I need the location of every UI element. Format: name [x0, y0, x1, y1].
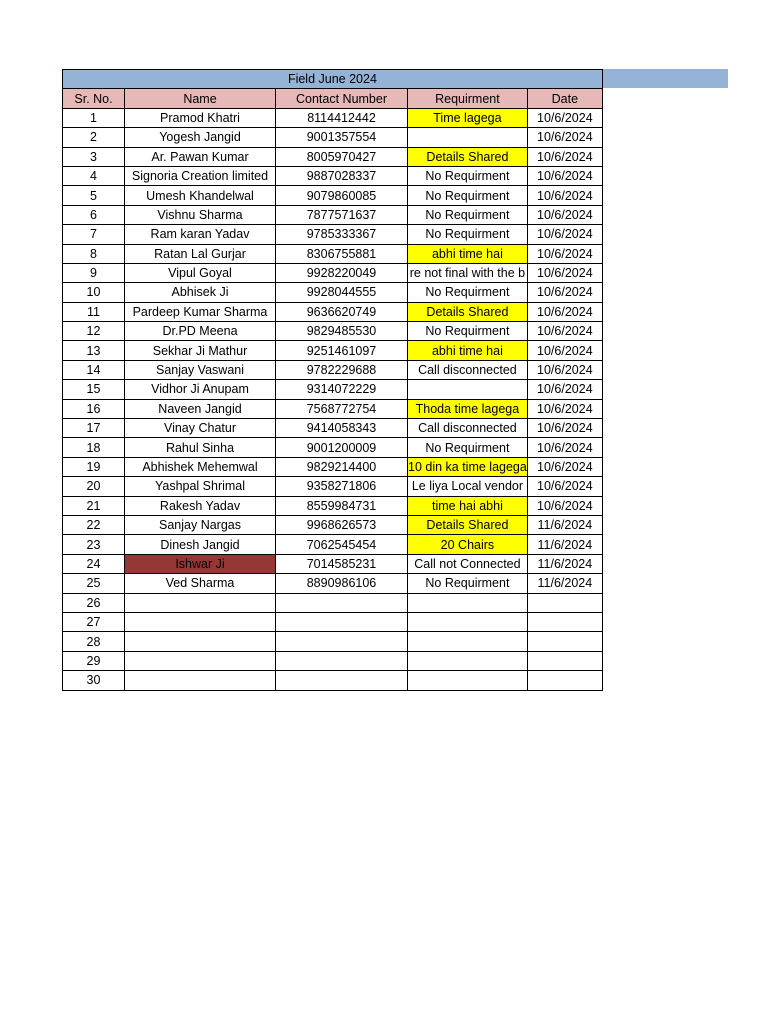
cell-sr-no[interactable]: 20: [63, 477, 125, 496]
cell-name[interactable]: Vishnu Sharma: [125, 205, 276, 224]
cell-sr-no[interactable]: 18: [63, 438, 125, 457]
cell-contact-number[interactable]: 9782229688: [276, 360, 408, 379]
field-table: [62, 69, 603, 691]
table-row: [63, 593, 603, 612]
header-date[interactable]: Date: [527, 89, 602, 108]
cell-date[interactable]: 10/6/2024: [527, 244, 602, 263]
cell-name[interactable]: [125, 593, 276, 612]
cell-sr-no[interactable]: 13: [63, 341, 125, 360]
cell-contact-number[interactable]: [276, 612, 408, 631]
cell-requirment[interactable]: Call disconnected: [408, 360, 528, 379]
cell-requirment[interactable]: [408, 651, 528, 670]
table-row: [63, 360, 603, 379]
cell-contact-number[interactable]: 9968626573: [276, 515, 408, 534]
cell-name[interactable]: [125, 671, 276, 690]
cell-contact-number[interactable]: 7014585231: [276, 554, 408, 573]
cell-date[interactable]: 10/6/2024: [527, 438, 602, 457]
cell-date[interactable]: 10/6/2024: [527, 360, 602, 379]
cell-requirment[interactable]: No Requirment: [408, 205, 528, 224]
cell-name[interactable]: Vidhor Ji Anupam: [125, 380, 276, 399]
cell-requirment[interactable]: time hai abhi: [408, 496, 528, 515]
cell-contact-number[interactable]: 8306755881: [276, 244, 408, 263]
table-row: [63, 225, 603, 244]
cell-contact-number[interactable]: 9636620749: [276, 302, 408, 321]
cell-date[interactable]: 10/6/2024: [527, 186, 602, 205]
cell-name[interactable]: Sekhar Ji Mathur: [125, 341, 276, 360]
cell-date[interactable]: 10/6/2024: [527, 283, 602, 302]
cell-sr-no[interactable]: 25: [63, 574, 125, 593]
cell-date[interactable]: 11/6/2024: [527, 535, 602, 554]
cell-date[interactable]: 10/6/2024: [527, 496, 602, 515]
cell-date[interactable]: 11/6/2024: [527, 554, 602, 573]
cell-name[interactable]: Naveen Jangid: [125, 399, 276, 418]
cell-sr-no[interactable]: 1: [63, 108, 125, 127]
cell-name[interactable]: Umesh Khandelwal: [125, 186, 276, 205]
cell-name[interactable]: Ram karan Yadav: [125, 225, 276, 244]
cell-name[interactable]: Ratan Lal Gurjar: [125, 244, 276, 263]
cell-name[interactable]: Abhisek Ji: [125, 283, 276, 302]
cell-sr-no[interactable]: 29: [63, 651, 125, 670]
cell-contact-number[interactable]: 9785333367: [276, 225, 408, 244]
cell-contact-number[interactable]: 9928220049: [276, 263, 408, 282]
cell-contact-number[interactable]: 8890986106: [276, 574, 408, 593]
cell-requirment[interactable]: Time lagega: [408, 108, 528, 127]
sheet-title[interactable]: Field June 2024: [63, 70, 603, 89]
cell-date[interactable]: [527, 651, 602, 670]
cell-name[interactable]: [125, 651, 276, 670]
cell-requirment[interactable]: re not final with the b: [408, 263, 528, 282]
cell-date[interactable]: 10/6/2024: [527, 302, 602, 321]
cell-requirment[interactable]: Details Shared: [408, 302, 528, 321]
cell-sr-no[interactable]: 9: [63, 263, 125, 282]
cell-requirment[interactable]: Thoda time lagega: [408, 399, 528, 418]
spreadsheet: [62, 69, 603, 691]
cell-requirment[interactable]: No Requirment: [408, 225, 528, 244]
table-row: [63, 263, 603, 282]
cell-sr-no[interactable]: 3: [63, 147, 125, 166]
cell-contact-number[interactable]: 7062545454: [276, 535, 408, 554]
cell-requirment[interactable]: Details Shared: [408, 147, 528, 166]
cell-sr-no[interactable]: 6: [63, 205, 125, 224]
cell-requirment[interactable]: Call disconnected: [408, 419, 528, 438]
cell-requirment[interactable]: [408, 128, 528, 147]
cell-name[interactable]: Yogesh Jangid: [125, 128, 276, 147]
table-row: [63, 244, 603, 263]
cell-contact-number[interactable]: 9001200009: [276, 438, 408, 457]
title-fill-extension: [599, 69, 728, 88]
cell-requirment[interactable]: 10 din ka time lagega: [408, 457, 528, 476]
cell-name[interactable]: Rakesh Yadav: [125, 496, 276, 515]
cell-date[interactable]: 10/6/2024: [527, 128, 602, 147]
table-row: [63, 477, 603, 496]
header-sr-no[interactable]: Sr. No.: [63, 89, 125, 108]
cell-name[interactable]: Ar. Pawan Kumar: [125, 147, 276, 166]
table-row: [63, 632, 603, 651]
cell-contact-number[interactable]: 9829214400: [276, 457, 408, 476]
cell-sr-no[interactable]: 12: [63, 322, 125, 341]
cell-requirment[interactable]: [408, 612, 528, 631]
cell-contact-number[interactable]: 9358271806: [276, 477, 408, 496]
table-row: [63, 496, 603, 515]
cell-date[interactable]: 10/6/2024: [527, 457, 602, 476]
cell-date[interactable]: 10/6/2024: [527, 380, 602, 399]
cell-requirment[interactable]: [408, 380, 528, 399]
cell-sr-no[interactable]: 23: [63, 535, 125, 554]
cell-sr-no[interactable]: 22: [63, 515, 125, 534]
cell-sr-no[interactable]: 28: [63, 632, 125, 651]
cell-contact-number[interactable]: 9079860085: [276, 186, 408, 205]
table-row: [63, 186, 603, 205]
cell-date[interactable]: [527, 632, 602, 651]
cell-contact-number[interactable]: [276, 632, 408, 651]
cell-sr-no[interactable]: 17: [63, 419, 125, 438]
cell-name[interactable]: Sanjay Vaswani: [125, 360, 276, 379]
cell-sr-no[interactable]: 11: [63, 302, 125, 321]
cell-contact-number[interactable]: 9414058343: [276, 419, 408, 438]
cell-sr-no[interactable]: 16: [63, 399, 125, 418]
table-row: [63, 302, 603, 321]
cell-contact-number[interactable]: 7568772754: [276, 399, 408, 418]
cell-sr-no[interactable]: 24: [63, 554, 125, 573]
cell-contact-number[interactable]: 9251461097: [276, 341, 408, 360]
header-row: [63, 89, 603, 108]
cell-sr-no[interactable]: 30: [63, 671, 125, 690]
table-row: [63, 438, 603, 457]
cell-name[interactable]: Abhishek Mehemwal: [125, 457, 276, 476]
table-row: [63, 554, 603, 573]
table-row: [63, 108, 603, 127]
table-row: [63, 419, 603, 438]
cell-sr-no[interactable]: 15: [63, 380, 125, 399]
cell-date[interactable]: 10/6/2024: [527, 399, 602, 418]
cell-sr-no[interactable]: 5: [63, 186, 125, 205]
cell-name[interactable]: Dr.PD Meena: [125, 322, 276, 341]
cell-contact-number[interactable]: [276, 593, 408, 612]
cell-contact-number[interactable]: 9001357554: [276, 128, 408, 147]
cell-sr-no[interactable]: 19: [63, 457, 125, 476]
cell-date[interactable]: 10/6/2024: [527, 341, 602, 360]
table-row: [63, 147, 603, 166]
cell-sr-no[interactable]: 27: [63, 612, 125, 631]
cell-date[interactable]: 10/6/2024: [527, 419, 602, 438]
cell-contact-number[interactable]: 9314072229: [276, 380, 408, 399]
cell-date[interactable]: 10/6/2024: [527, 322, 602, 341]
table-row: [63, 574, 603, 593]
cell-sr-no[interactable]: 7: [63, 225, 125, 244]
cell-contact-number[interactable]: [276, 651, 408, 670]
cell-sr-no[interactable]: 8: [63, 244, 125, 263]
cell-name[interactable]: [125, 632, 276, 651]
cell-contact-number[interactable]: 8005970427: [276, 147, 408, 166]
cell-requirment[interactable]: No Requirment: [408, 186, 528, 205]
title-row: [63, 70, 603, 89]
table-row: [63, 166, 603, 185]
cell-requirment[interactable]: [408, 593, 528, 612]
cell-sr-no[interactable]: 10: [63, 283, 125, 302]
cell-sr-no[interactable]: 14: [63, 360, 125, 379]
cell-name[interactable]: Pramod Khatri: [125, 108, 276, 127]
cell-sr-no[interactable]: 21: [63, 496, 125, 515]
cell-contact-number[interactable]: 8114412442: [276, 108, 408, 127]
cell-date[interactable]: [527, 671, 602, 690]
table-row: [63, 651, 603, 670]
cell-name[interactable]: Dinesh Jangid: [125, 535, 276, 554]
cell-requirment[interactable]: No Requirment: [408, 166, 528, 185]
cell-requirment[interactable]: abhi time hai: [408, 341, 528, 360]
cell-requirment[interactable]: [408, 671, 528, 690]
cell-contact-number[interactable]: 9887028337: [276, 166, 408, 185]
cell-date[interactable]: 11/6/2024: [527, 574, 602, 593]
cell-contact-number[interactable]: 8559984731: [276, 496, 408, 515]
cell-name[interactable]: Signoria Creation limited: [125, 166, 276, 185]
table-row: [63, 128, 603, 147]
table-row: [63, 535, 603, 554]
table-row: [63, 671, 603, 690]
table-row: [63, 612, 603, 631]
cell-date[interactable]: [527, 612, 602, 631]
cell-requirment[interactable]: Call not Connected: [408, 554, 528, 573]
cell-contact-number[interactable]: 9928044555: [276, 283, 408, 302]
cell-sr-no[interactable]: 26: [63, 593, 125, 612]
cell-date[interactable]: 10/6/2024: [527, 166, 602, 185]
cell-date[interactable]: 11/6/2024: [527, 515, 602, 534]
cell-name[interactable]: Ishwar Ji: [125, 554, 276, 573]
cell-requirment[interactable]: No Requirment: [408, 322, 528, 341]
table-row: [63, 322, 603, 341]
cell-requirment[interactable]: [408, 632, 528, 651]
cell-requirment[interactable]: Le liya Local vendor: [408, 477, 528, 496]
cell-date[interactable]: 10/6/2024: [527, 263, 602, 282]
cell-date[interactable]: 10/6/2024: [527, 108, 602, 127]
cell-name[interactable]: Ved Sharma: [125, 574, 276, 593]
header-name[interactable]: Name: [125, 89, 276, 108]
table-row: [63, 205, 603, 224]
cell-name[interactable]: Pardeep Kumar Sharma: [125, 302, 276, 321]
cell-requirment[interactable]: No Requirment: [408, 574, 528, 593]
table-row: [63, 341, 603, 360]
cell-name[interactable]: Rahul Sinha: [125, 438, 276, 457]
cell-contact-number[interactable]: 7877571637: [276, 205, 408, 224]
cell-name[interactable]: Sanjay Nargas: [125, 515, 276, 534]
table-row: [63, 399, 603, 418]
cell-date[interactable]: 10/6/2024: [527, 477, 602, 496]
cell-date[interactable]: 10/6/2024: [527, 147, 602, 166]
cell-name[interactable]: Vinay Chatur: [125, 419, 276, 438]
cell-contact-number[interactable]: 9829485530: [276, 322, 408, 341]
header-contact-number[interactable]: Contact Number: [276, 89, 408, 108]
cell-requirment[interactable]: Details Shared: [408, 515, 528, 534]
cell-name[interactable]: [125, 612, 276, 631]
cell-requirment[interactable]: No Requirment: [408, 283, 528, 302]
cell-contact-number[interactable]: [276, 671, 408, 690]
table-row: [63, 457, 603, 476]
table-row: [63, 283, 603, 302]
table-row: [63, 380, 603, 399]
cell-name[interactable]: Yashpal Shrimal: [125, 477, 276, 496]
cell-date[interactable]: [527, 593, 602, 612]
cell-name[interactable]: Vipul Goyal: [125, 263, 276, 282]
cell-sr-no[interactable]: 4: [63, 166, 125, 185]
header-requirment[interactable]: Requirment: [408, 89, 528, 108]
table-row: [63, 515, 603, 534]
cell-requirment[interactable]: abhi time hai: [408, 244, 528, 263]
cell-date[interactable]: 10/6/2024: [527, 205, 602, 224]
cell-sr-no[interactable]: 2: [63, 128, 125, 147]
cell-requirment[interactable]: No Requirment: [408, 438, 528, 457]
cell-date[interactable]: 10/6/2024: [527, 225, 602, 244]
cell-requirment[interactable]: 20 Chairs: [408, 535, 528, 554]
